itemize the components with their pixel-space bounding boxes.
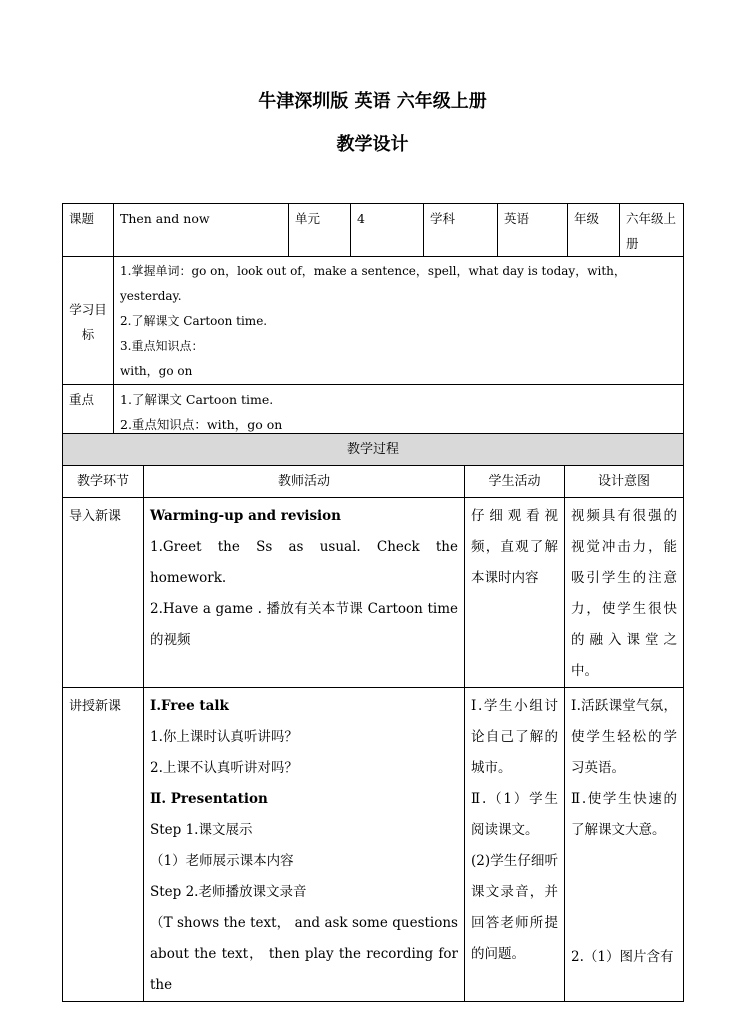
header-stage: 教学环节 [63, 466, 144, 498]
header-student: 学生活动 [465, 466, 565, 498]
process-row-new-lesson [63, 688, 684, 1002]
topic-label: 课题 [63, 204, 114, 257]
teacher-line: Step 1.课文展示 [150, 822, 253, 838]
lesson-info-table [62, 203, 684, 466]
teacher-line: 2.Have a game . 播放有关本节课 Cartoon time 的视频 [150, 601, 458, 648]
teacher-line: 2.上课不认真听讲对吗？ [150, 760, 298, 776]
header-intent: 设计意图 [565, 466, 684, 498]
goals-content [114, 257, 684, 385]
goal-line: 2.了解课文 Cartoon time. [120, 314, 268, 328]
document-title: 牛津深圳版 英语 六年级上册 [258, 91, 487, 112]
student-activity-intro: 仔细观看视频，直观了解本课时内容 [465, 498, 565, 688]
teacher-line: 1.Greet the Ss as usual. Check the homework. [150, 539, 458, 586]
subject-value: 英语 [498, 204, 568, 257]
intent-line: 2.（1）图片含有 [571, 949, 674, 965]
info-row-goals [63, 257, 684, 385]
grade-value: 六年级上册 [620, 204, 684, 257]
header-teacher: 教师活动 [144, 466, 465, 498]
info-row-key [63, 385, 684, 438]
goal-line: 3.重点知识点： [120, 339, 204, 353]
student-line: Ⅱ.（1）学生阅读课文。 [471, 791, 558, 838]
stage-intro: 导入新课 [63, 498, 144, 688]
goals-label: 学习目标 [63, 257, 114, 385]
key-point: 2.重点知识点：with，go on [120, 417, 283, 432]
grade-label: 年级 [568, 204, 620, 257]
teacher-heading: Warming-up and revision [150, 508, 341, 524]
teacher-line: （T shows the text， and ask some questions about the text， then play the recording for the [150, 915, 458, 993]
teacher-heading: Ⅰ.Free talk [150, 698, 229, 714]
goal-line: with，go on [120, 364, 193, 378]
key-content [114, 385, 684, 438]
process-title-row [63, 434, 684, 466]
process-section-title: 教学过程 [63, 434, 684, 466]
process-header-row [63, 466, 684, 498]
student-activity-new-lesson [465, 688, 565, 1002]
student-line: (2)学生仔细听课文录音，并回答老师所提的问题。 [471, 853, 558, 962]
student-line: Ⅰ.学生小组讨论自己了解的城市。 [471, 698, 558, 776]
unit-value: 4 [351, 204, 424, 257]
info-row-topic [63, 204, 684, 257]
topic-value: Then and now [114, 204, 289, 257]
unit-label: 单元 [289, 204, 351, 257]
document-subtitle: 教学设计 [336, 134, 409, 155]
teacher-activity-intro [144, 498, 465, 688]
teacher-line: Step 2.老师播放课文录音 [150, 884, 307, 900]
intent-new-lesson [565, 688, 684, 1002]
teacher-line: （1）老师展示课本内容 [150, 853, 294, 869]
process-row-intro [63, 498, 684, 688]
key-label: 重点 [63, 385, 114, 438]
teacher-heading: Ⅱ. Presentation [150, 791, 268, 807]
teacher-activity-new-lesson [144, 688, 465, 1002]
intent-line: Ⅱ.使学生快速的了解课文大意。 [571, 791, 678, 838]
teacher-line: 1.你上课时认真听讲吗？ [150, 729, 298, 745]
subject-label: 学科 [424, 204, 498, 257]
intent-line: Ⅰ.活跃课堂气氛，使学生轻松的学习英语。 [571, 698, 678, 776]
intent-intro: 视频具有很强的视觉冲击力，能吸引学生的注意力，使学生很快的融入课堂之中。 [565, 498, 684, 688]
teaching-process-table [62, 433, 684, 1002]
key-point: 1.了解课文 Cartoon time. [120, 392, 274, 407]
goal-line: 1.掌握单词：go on，look out of，make a sentence，spell，what day is today，with，yesterday. [120, 264, 626, 303]
stage-new-lesson: 讲授新课 [63, 688, 144, 1002]
